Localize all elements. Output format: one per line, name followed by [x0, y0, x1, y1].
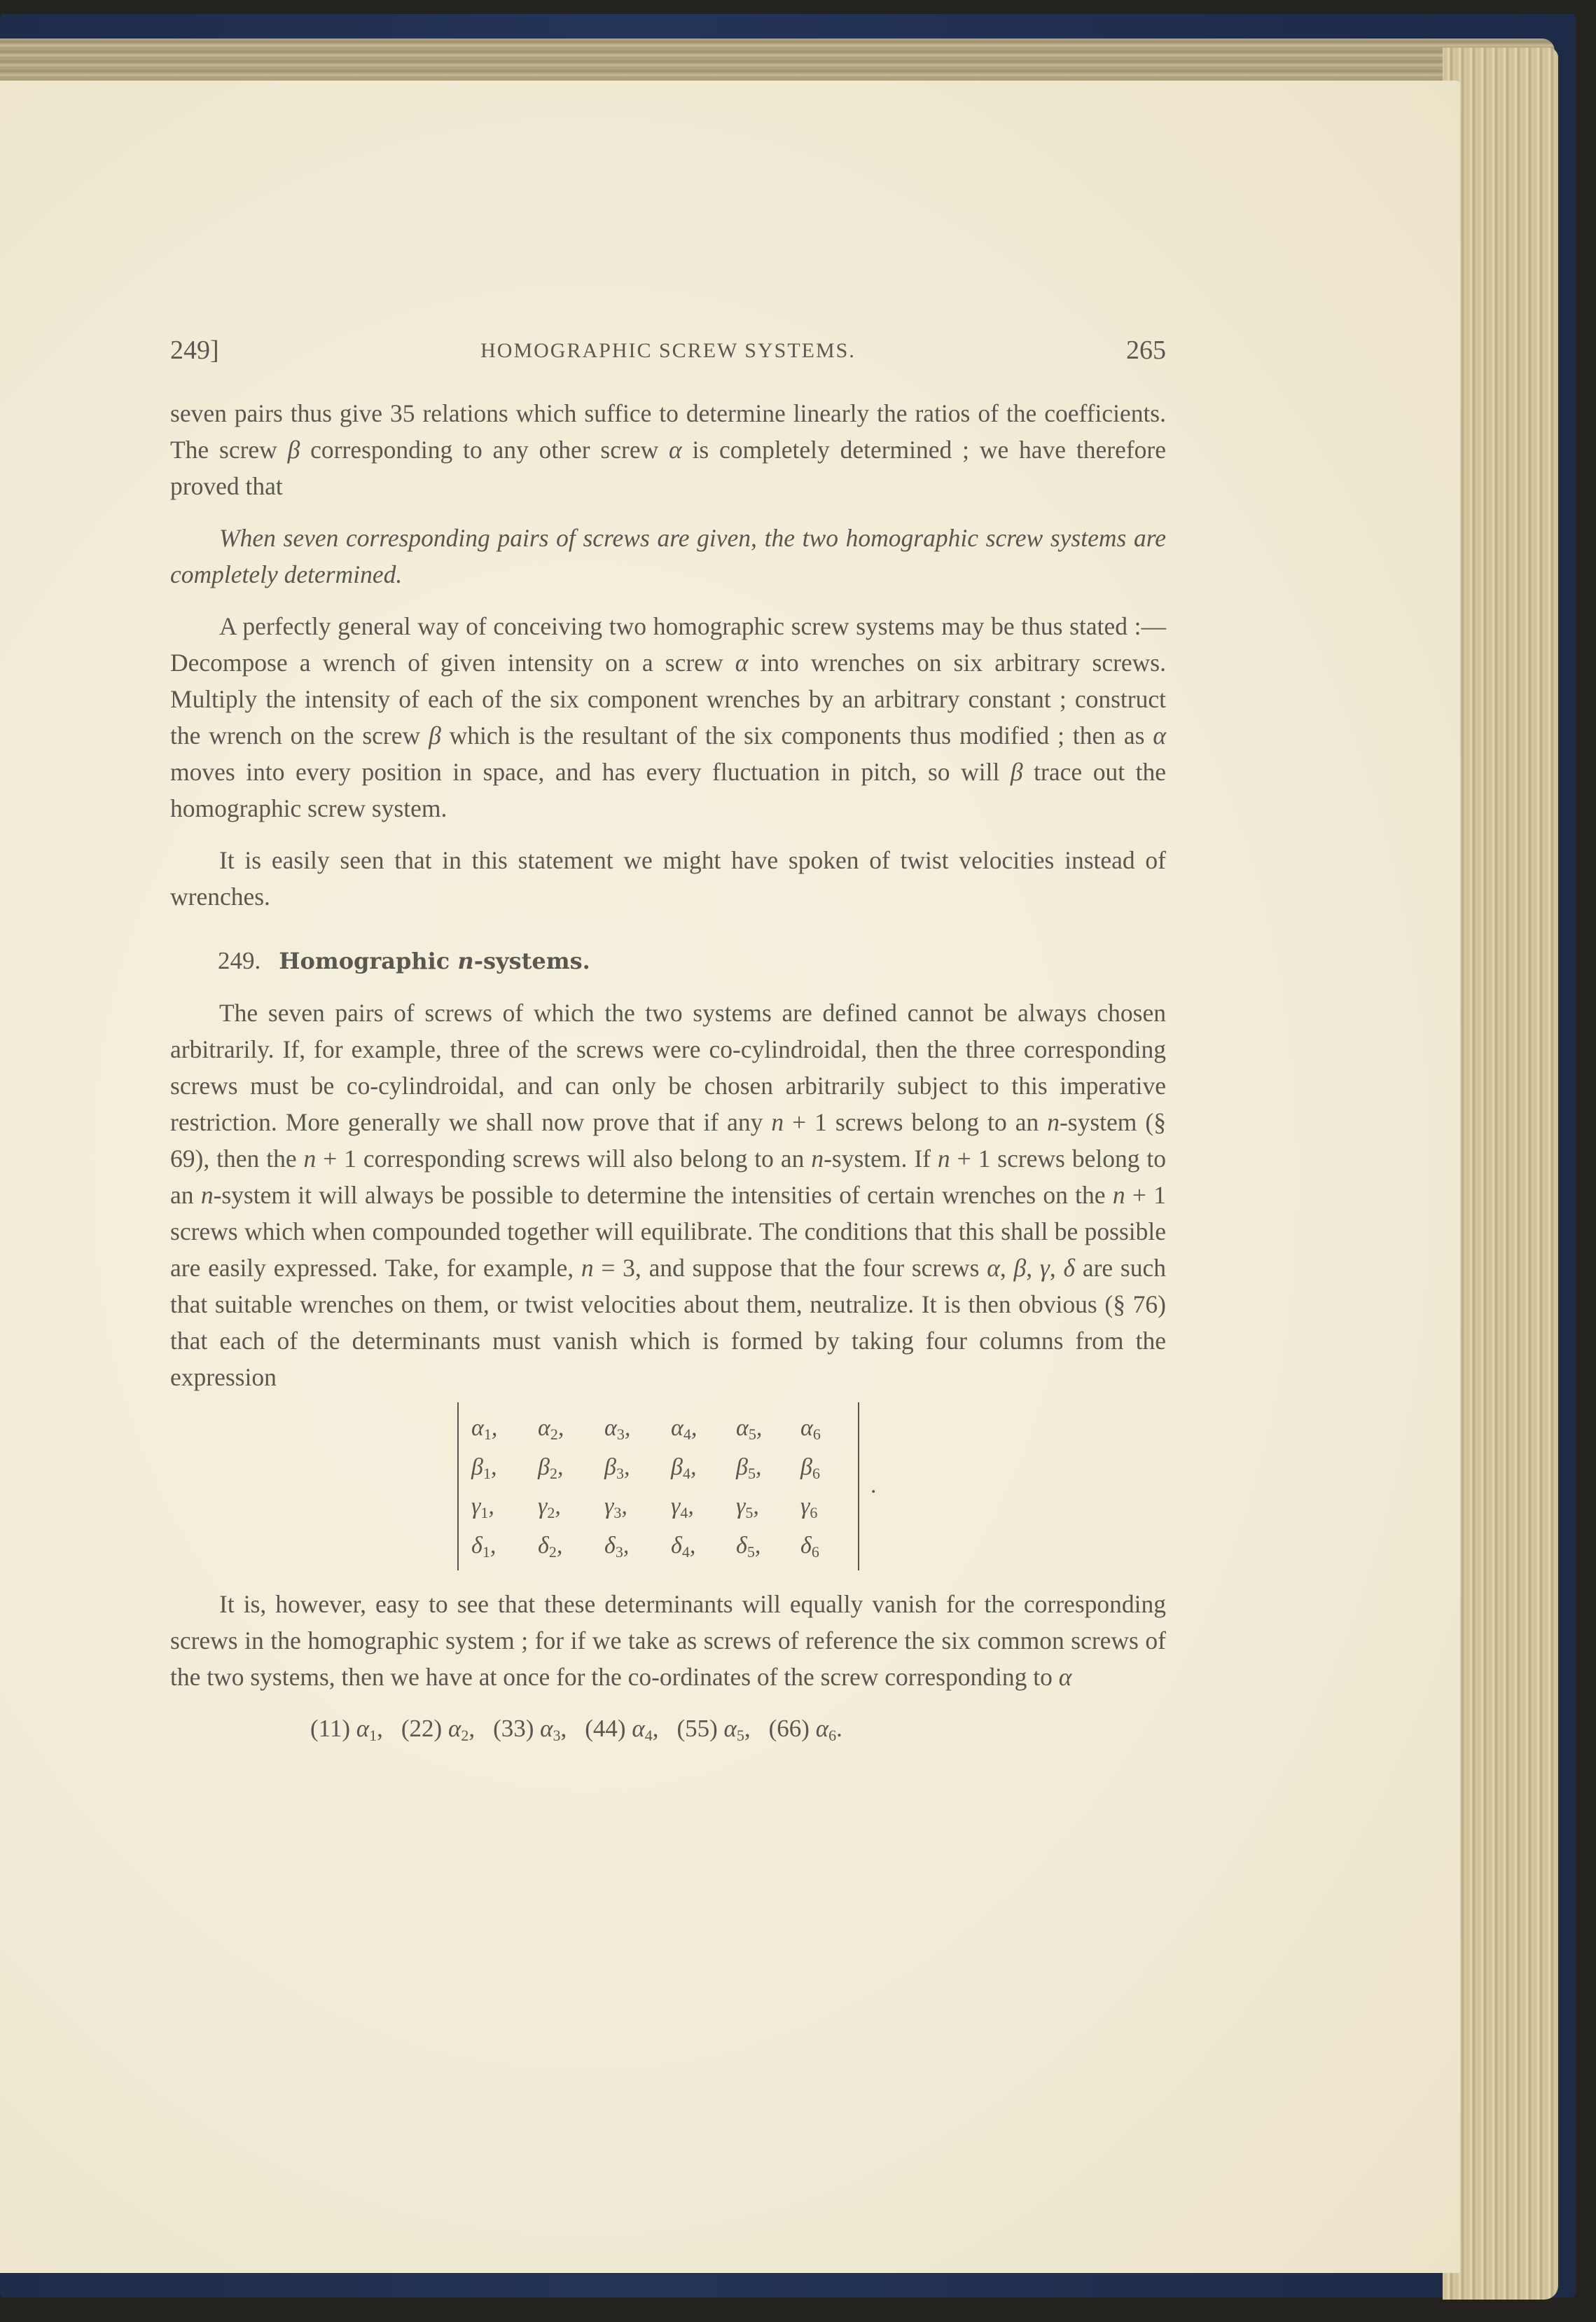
- matrix-row-γ: [471, 1493, 851, 1533]
- coordinate-term: (22) $\alpha_2$,: [401, 1715, 476, 1744]
- matrix-entry: $\gamma_3$,: [604, 1493, 627, 1521]
- matrix-entry: $\gamma_5$,: [736, 1493, 759, 1521]
- section-heading: [170, 943, 1166, 979]
- running-head: [170, 335, 1166, 377]
- coordinate-term: (44) $\alpha_4$,: [585, 1715, 659, 1744]
- matrix-entry: $\delta_1$,: [471, 1533, 497, 1561]
- matrix-entry: $\delta_3$,: [604, 1533, 630, 1561]
- coordinate-term: (33) $\alpha_3$,: [493, 1715, 567, 1744]
- matrix-entry: $\alpha_1$,: [471, 1415, 498, 1443]
- coordinate-term: (55) $\alpha_5$,: [676, 1715, 751, 1744]
- matrix-row-δ: [471, 1533, 851, 1572]
- matrix-entry: $\alpha_5$,: [736, 1415, 763, 1443]
- paragraph-2: A perfectly general way of conceiving two homographic screw systems may be thus stated :—Decompose a wrench of given intensity on a screw α into wrenches on six arbitrary screws. Multiply the intensity of each of the six component wrenches by an arbitrary constant ; construct the wrench on the screw β which is the resultant of the six components thus modified ; then as α moves into every position in space, and has every fluctuation in pitch, so will β trace out the homographic screw system.: [170, 612, 1167, 822]
- matrix-entry: $\gamma_4$,: [671, 1493, 694, 1521]
- section-title-text: Homographic: [279, 948, 450, 974]
- theorem-statement: When seven corresponding pairs of screws are given, the two homographic screw systems are completely determined.: [170, 524, 1166, 588]
- paragraph-3: It is easily seen that in this statement we might have spoken of twist velocities instead of wrenches.: [170, 846, 1166, 911]
- matrix-entry: $\delta_4$,: [671, 1533, 696, 1561]
- coordinate-term: (66) $\alpha_6$.: [768, 1715, 842, 1744]
- matrix-entry: $\gamma_6$: [800, 1493, 818, 1521]
- paragraph-5: It is, however, easy to see that these determinants will equally vanish for the corresponding screws in the homographic system ; for if we take as screws of reference the six common screws of the two systems, then we have at once for the co-ordinates of the screw corresponding to α: [170, 1590, 1166, 1691]
- matrix-entry: $\alpha_3$,: [604, 1415, 631, 1443]
- matrix-entry: $\beta_6$: [800, 1454, 820, 1482]
- coordinate-expression: [170, 1711, 1166, 1747]
- matrix-entry: $\beta_3$,: [604, 1454, 630, 1482]
- matrix-entry: $\alpha_6$: [800, 1415, 821, 1443]
- text-block: [170, 335, 1166, 1747]
- section-title: [279, 948, 590, 974]
- matrix-entry: $\delta_2$,: [538, 1533, 563, 1561]
- paragraph-4: The seven pairs of screws of which the two systems are defined cannot be always chosen arbitrarily. If, for example, three of the screws were co-cylindroidal, then the three corresponding screws must be co-cylindroidal, and can only be chosen arbitrarily subject to this imperative restriction. More generally we shall now prove that if any n + 1 screws belong to an n-system (§ 69), then the n + 1 corresponding screws will also belong to an n-system. If n + 1 screws belong to an n-system it will always be possible to determine the intensities of certain wrenches on the n + 1 screws which when compounded together will equilibrate. The conditions that this shall be possible are easily expressed. Take, for example, n = 3, and suppose that the four screws α, β, γ, δ are such that suitable wrenches on them, or twist velocities about them, neutralize. It is then obvious (§ 76) that each of the determinants must vanish which is formed by taking four columns from the expression: [170, 999, 1167, 1391]
- section-reference: 249]: [170, 336, 219, 365]
- section-title-variable: n: [457, 948, 474, 974]
- matrix-entry: $\gamma_2$,: [538, 1493, 561, 1521]
- paragraph-1: seven pairs thus give 35 relations which suffice to determine linearly the ratios of the coefficients. The screw β corresponding to any other screw α is completely determined ; we have therefore proved that: [170, 399, 1166, 500]
- matrix-entry: $\gamma_1$,: [471, 1493, 494, 1521]
- section-number: 249.: [218, 947, 261, 974]
- matrix-entry: $\delta_5$,: [736, 1533, 761, 1561]
- determinant-expression: [170, 1402, 1166, 1570]
- section-title-suffix: -systems.: [473, 948, 590, 974]
- matrix-entry: $\beta_5$,: [736, 1454, 762, 1482]
- matrix-entry: $\beta_1$,: [471, 1454, 497, 1482]
- running-title: HOMOGRAPHIC SCREW SYSTEMS.: [480, 339, 856, 362]
- matrix-row-α: [471, 1415, 851, 1454]
- matrix-entry: $\delta_6$: [800, 1533, 819, 1561]
- coordinate-term: (11) $\alpha_1$,: [310, 1715, 383, 1744]
- page-number: 265: [1126, 336, 1166, 365]
- matrix-entry: $\beta_4$,: [671, 1454, 697, 1482]
- determinant-matrix: [457, 1402, 859, 1570]
- matrix-row-β: [471, 1454, 851, 1493]
- matrix-entry: $\alpha_2$,: [538, 1415, 564, 1443]
- matrix-entry: $\beta_2$,: [538, 1454, 564, 1482]
- matrix-terminator: .: [870, 1472, 877, 1498]
- matrix-entry: $\alpha_4$,: [671, 1415, 698, 1443]
